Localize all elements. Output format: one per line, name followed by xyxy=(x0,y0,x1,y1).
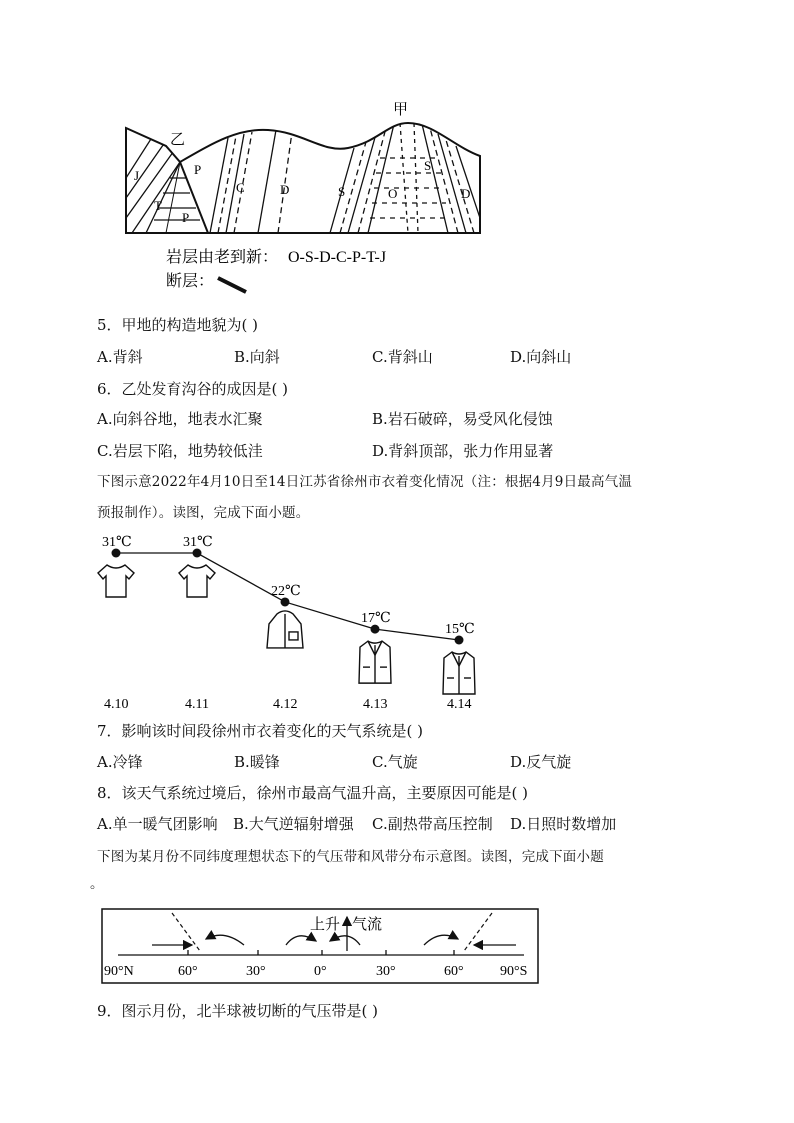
q6-option-d[interactable]: D.背斜顶部，张力作用显著 xyxy=(372,442,554,460)
date-tick-label: 4.10 xyxy=(104,697,129,712)
rock-label: T xyxy=(154,198,162,213)
rock-label: C xyxy=(236,180,245,195)
question-5-stem: 5．甲地的构造地貌为( ) xyxy=(97,316,259,334)
q5-option-b[interactable]: B.向斜 xyxy=(234,348,280,366)
date-tick-label: 4.13 xyxy=(363,697,388,712)
latitude-label: 30° xyxy=(376,964,396,979)
q8-option-c[interactable]: C.副热带高压控制 xyxy=(372,815,493,833)
legend-order: O-S-D-C-P-T-J xyxy=(288,249,387,266)
q6-option-c[interactable]: C.岩层下陷，地势较低洼 xyxy=(97,442,263,460)
wind-arrow xyxy=(286,936,316,945)
temperature-label: 15℃ xyxy=(445,622,475,637)
q7-option-b[interactable]: B.暖锋 xyxy=(234,753,280,771)
temperature-label: 31℃ xyxy=(183,535,213,550)
q7-option-d[interactable]: D.反气旋 xyxy=(510,753,572,771)
rock-label: D xyxy=(280,182,290,197)
wind-arrow xyxy=(330,936,360,945)
updraft-label-1: 上升 xyxy=(310,917,341,933)
date-tick-label: 4.14 xyxy=(447,697,472,712)
latitude-label: 0° xyxy=(314,964,327,979)
q7-option-a[interactable]: A.冷锋 xyxy=(97,753,143,771)
legend-order-title: 岩层由老到新： xyxy=(166,249,279,266)
coat-icon xyxy=(443,652,475,694)
question-8-stem: 8．该天气系统过境后，徐州市最高气温升高，主要原因可能是( ) xyxy=(97,784,529,802)
q8-option-d[interactable]: D.日照时数增加 xyxy=(510,815,617,833)
label-jia: 甲 xyxy=(393,102,409,118)
q5-option-c[interactable]: C.背斜山 xyxy=(372,348,433,366)
q6-option-a[interactable]: A.向斜谷地，地表水汇聚 xyxy=(97,410,263,428)
latitude-label: 90°N xyxy=(104,964,134,979)
date-tick-label: 4.12 xyxy=(273,697,298,712)
t-shirt-icon xyxy=(179,565,215,597)
temperature-label: 31℃ xyxy=(102,535,132,550)
q7-option-c[interactable]: C.气旋 xyxy=(372,753,418,771)
rock-label: P xyxy=(182,210,190,225)
geology-cross-section xyxy=(118,98,498,303)
wind-arrow xyxy=(206,935,244,945)
question-6-stem: 6．乙处发育沟谷的成因是( ) xyxy=(97,380,289,398)
temperature-chart-svg xyxy=(90,525,510,715)
intro-pressure-line1: 下图为某月份不同纬度理想状态下的气压带和风带分布示意图。读图，完成下面小题 xyxy=(97,849,604,865)
temperature-label: 17℃ xyxy=(361,611,391,627)
coat-icon xyxy=(359,641,391,683)
jacket-icon xyxy=(267,611,303,648)
updraft-label-2: 气流 xyxy=(352,917,383,933)
rock-label: D xyxy=(461,186,471,201)
q5-option-d[interactable]: D.向斜山 xyxy=(510,348,572,366)
geology-figure xyxy=(118,98,498,303)
legend-fault: 断层： xyxy=(166,273,215,290)
fault-symbol xyxy=(218,278,246,292)
pressure-belt-figure xyxy=(100,907,542,987)
question-9-stem: 9．图示月份，北半球被切断的气压带是( ) xyxy=(97,1002,379,1020)
rock-label: S xyxy=(424,158,432,173)
q6-option-b[interactable]: B.岩石破碎，易受风化侵蚀 xyxy=(372,410,553,428)
rock-label: O xyxy=(388,186,398,201)
intro-weather-line1: 下图示意2022年4月10日至14日江苏省徐州市衣着变化情况（注：根据4月9日最高气温 xyxy=(97,474,633,490)
latitude-label: 30° xyxy=(246,964,266,979)
wind-arrow xyxy=(424,935,458,945)
rock-label: P xyxy=(194,162,202,177)
temperature-label: 22℃ xyxy=(271,583,301,599)
label-yi: 乙 xyxy=(170,132,186,148)
intro-weather-line2: 预报制作）。读图，完成下面小题。 xyxy=(97,505,310,521)
intro-pressure-line2: 。 xyxy=(90,876,104,892)
latitude-label: 90°S xyxy=(500,964,528,979)
t-shirt-icon xyxy=(98,565,134,597)
q5-option-a[interactable]: A.背斜 xyxy=(97,348,143,366)
latitude-label: 60° xyxy=(178,964,198,979)
temperature-chart xyxy=(90,525,510,715)
date-tick-label: 4.11 xyxy=(185,697,209,712)
question-7-stem: 7．影响该时间段徐州市衣着变化的天气系统是( ) xyxy=(97,722,424,740)
pressure-belt-svg xyxy=(100,907,542,987)
rock-label: S xyxy=(338,184,346,199)
rock-label: J xyxy=(134,168,140,183)
latitude-label: 60° xyxy=(444,964,464,979)
q8-option-a[interactable]: A.单一暖气团影响 xyxy=(97,815,218,833)
q8-option-b[interactable]: B.大气逆辐射增强 xyxy=(233,815,354,833)
